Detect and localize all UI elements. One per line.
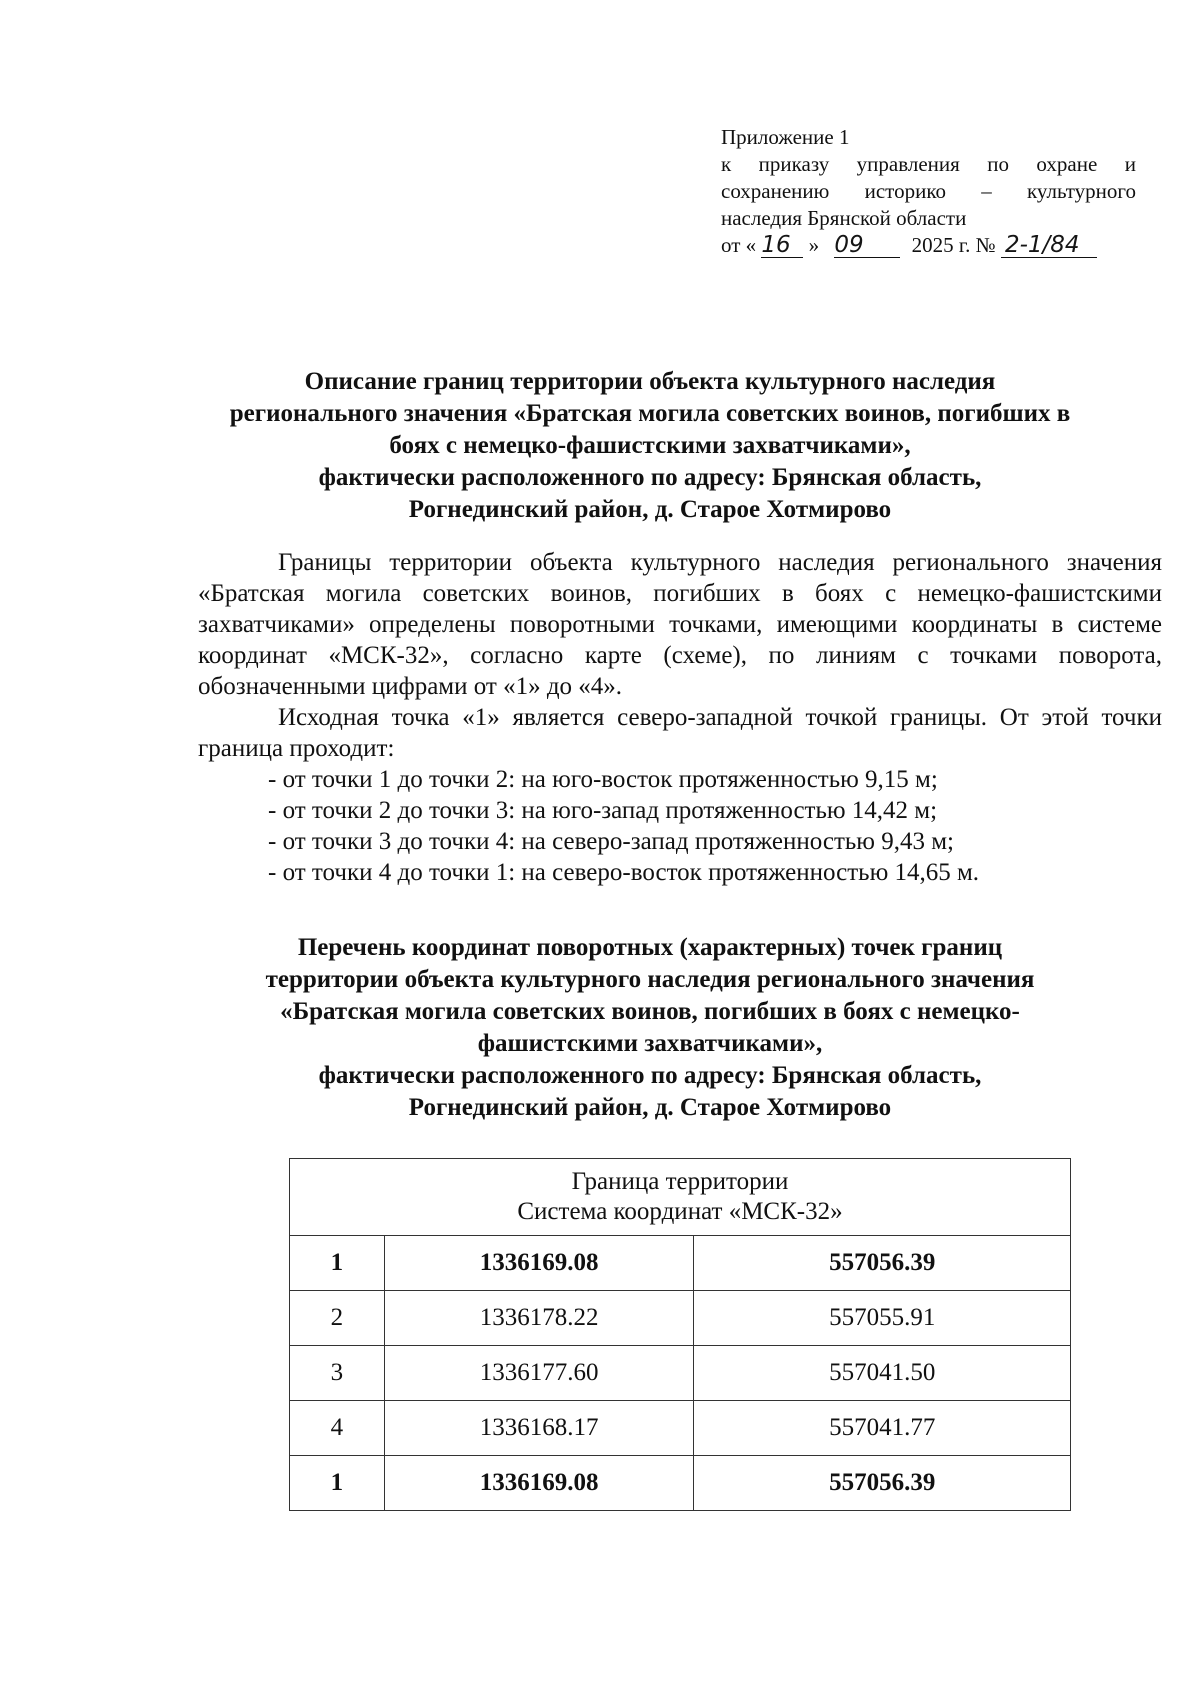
table-header	[290, 1159, 1071, 1236]
table-header-line: Граница территории	[571, 1168, 789, 1195]
appendix-line: сохранению историко – культурного	[721, 179, 1136, 203]
coordinate-y: 557041.50	[694, 1346, 1071, 1401]
order-date-line	[721, 232, 1136, 259]
coordinate-x: 1336178.22	[384, 1291, 694, 1346]
coordinate-x: 1336177.60	[384, 1346, 694, 1401]
coordinates-list-title	[120, 932, 1180, 1124]
coordinate-y: 557055.91	[694, 1291, 1071, 1346]
table-header-line: Система координат «МСК-32»	[517, 1198, 843, 1225]
list-item: - от точки 4 до точки 1: на северо-восток протяженностью 14,65 м.	[268, 859, 980, 886]
title-line: Рогнединский район, д. Старое Хотмирово	[408, 1094, 892, 1121]
coordinate-x: 1336168.17	[384, 1401, 694, 1456]
list-item: - от точки 3 до точки 4: на северо-запад протяженностью 9,43 м;	[268, 828, 954, 855]
title-line: «Братская могила советских воинов, погибших в боях с немецко-	[280, 998, 1020, 1025]
description-body	[198, 547, 1162, 888]
table-row	[290, 1291, 1071, 1346]
handwritten-day: 16	[761, 233, 803, 258]
title-line: фашистскими захватчиками»,	[477, 1030, 823, 1057]
table-row	[290, 1456, 1071, 1511]
coordinate-y: 557041.77	[694, 1401, 1071, 1456]
paragraph: Исходная точка «1» является северо-западной точкой границы. От этой точки граница проходит:	[198, 704, 1162, 762]
title-line: Рогнединский район, д. Старое Хотмирово	[408, 496, 892, 523]
handwritten-month: 09	[834, 233, 900, 258]
point-number: 3	[290, 1346, 385, 1401]
boundary-description-title	[120, 366, 1180, 526]
title-line: фактически расположенного по адресу: Брянская область,	[318, 464, 982, 491]
appendix-block	[721, 124, 1136, 259]
coordinates-table	[289, 1158, 1071, 1511]
appendix-line: наследия Брянской области	[721, 206, 967, 230]
point-number: 1	[290, 1456, 385, 1511]
handwritten-order-number: 2-1/84	[1001, 233, 1097, 258]
coordinate-x: 1336169.08	[384, 1456, 694, 1511]
title-line: территории объекта культурного наследия регионального значения	[265, 966, 1035, 993]
appendix-line: Приложение 1	[721, 125, 850, 149]
title-line: регионального значения «Братская могила советских воинов, погибших в	[229, 400, 1071, 427]
point-number: 4	[290, 1401, 385, 1456]
appendix-line: к приказу управления по охране и	[721, 152, 1136, 176]
paragraph: Границы территории объекта культурного наследия регионального значения «Братская могила советских воинов, погибших в боях с немецко-фашистскими захватчиками» определены поворотными точками, имеющими координаты в системе координат «МСК-32», согласно карте (схеме), по линиям с точками поворота, обозначенными цифрами от «1» до «4».	[198, 549, 1162, 700]
point-number: 2	[290, 1291, 385, 1346]
table-row	[290, 1401, 1071, 1456]
boundary-segments-list	[198, 764, 1162, 888]
title-line: боях с немецко-фашистскими захватчиками»,	[389, 432, 911, 459]
title-line: Описание границ территории объекта культурного наследия	[304, 368, 996, 395]
order-mid: »	[808, 233, 820, 257]
list-item: - от точки 2 до точки 3: на юго-запад протяженностью 14,42 м;	[268, 797, 938, 824]
coordinate-y: 557056.39	[694, 1236, 1071, 1291]
title-line: Перечень координат поворотных (характерных) точек границ	[297, 934, 1003, 961]
title-line: фактически расположенного по адресу: Брянская область,	[318, 1062, 982, 1089]
order-year: 2025 г. №	[911, 233, 996, 257]
coordinate-y: 557056.39	[694, 1456, 1071, 1511]
table-row	[290, 1346, 1071, 1401]
point-number: 1	[290, 1236, 385, 1291]
order-prefix: от «	[721, 233, 757, 257]
table-row	[290, 1236, 1071, 1291]
list-item: - от точки 1 до точки 2: на юго-восток протяженностью 9,15 м;	[268, 766, 938, 793]
coordinate-x: 1336169.08	[384, 1236, 694, 1291]
